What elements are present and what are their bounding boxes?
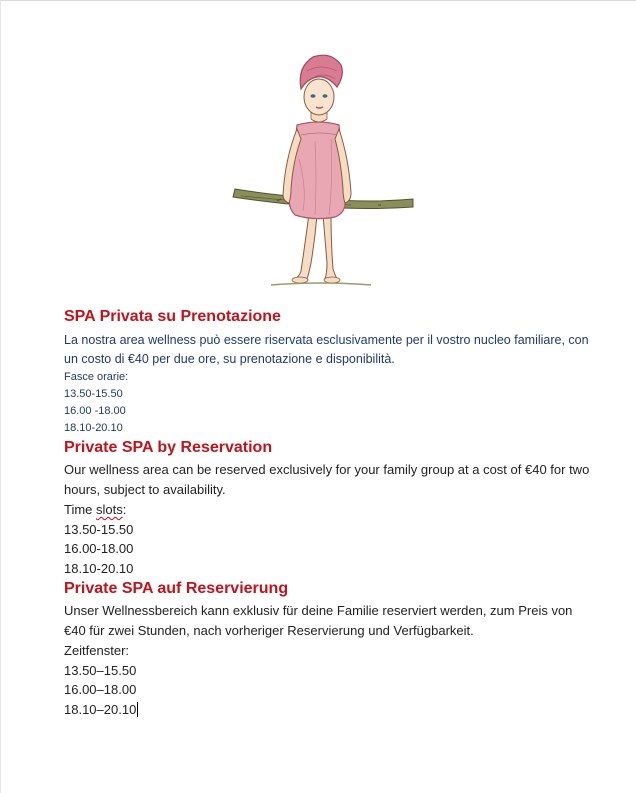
section-english — [64, 438, 594, 578]
time-slot: 13.50–15.50 — [64, 662, 137, 678]
heading-german: Private SPA auf Reservierung — [64, 580, 289, 597]
slots-label-english — [64, 500, 594, 520]
slots-label-word: Time — [64, 502, 93, 517]
slots-label-german: Zeitfenster: — [64, 643, 130, 658]
paragraph-english: Our wellness area can be reserved exclusively for your family group at a cost of €40 for two hours, subject to availability. — [64, 462, 590, 497]
time-slot: 16.00 -18.00 — [64, 405, 126, 417]
spa-woman-illustration — [231, 49, 417, 289]
time-slot-last — [64, 700, 594, 720]
time-slot: 13.50-15.50 — [64, 388, 123, 400]
paragraph-german: Unser Wellnessbereich kann exklusiv für deine Familie reserviert werden, zum Preis von €40 für zwei Stunden, nach vorheriger Reservierung und Verfügbarkeit. — [64, 603, 573, 638]
slots-label-italian: Fasce orarie: — [64, 371, 129, 383]
section-italian — [64, 307, 594, 437]
time-slot: 18.10-20.10 — [64, 560, 134, 576]
time-slot: 16.00-18.00 — [64, 541, 134, 556]
time-slot: 13.50-15.50 — [64, 521, 134, 537]
time-slot-text: 18.10–20.10 — [64, 701, 137, 717]
heading-italian: SPA Privata su Prenotazione — [64, 308, 281, 325]
section-german — [64, 579, 594, 719]
paragraph-italian: La nostra area wellness può essere riservata esclusivamente per il vostro nucleo familiare, con un costo di €40 per due ore, su prenotazione e disponibilità. — [64, 333, 589, 366]
time-slot: 16.00–18.00 — [64, 682, 137, 697]
heading-english: Private SPA by Reservation — [64, 439, 273, 456]
time-slot: 18.10-20.10 — [64, 422, 123, 434]
text-cursor — [137, 702, 138, 717]
slots-label-colon: : — [122, 502, 127, 517]
spellcheck-flagged-word[interactable]: slots — [96, 502, 123, 517]
document-body[interactable] — [64, 307, 594, 719]
